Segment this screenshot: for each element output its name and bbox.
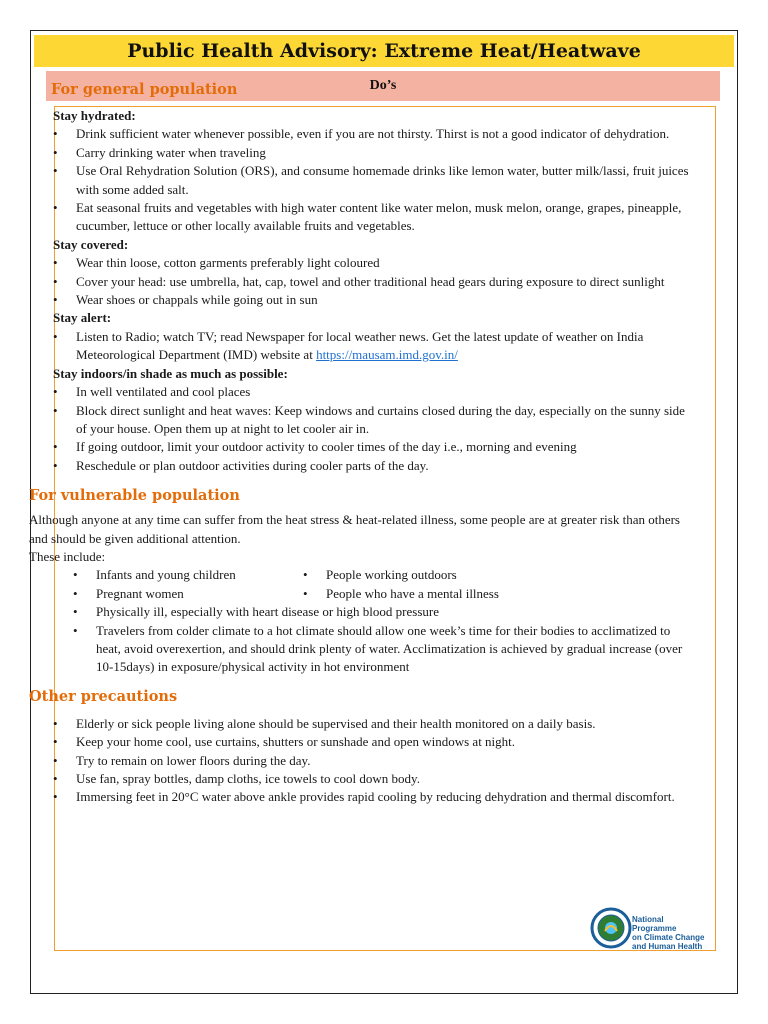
nppchh-logo (590, 907, 705, 957)
list-item: • Elderly or sick people living alone should be supervised and their health monitored on a daily basis. (51, 715, 691, 733)
list-item: • Use Oral Rehydration Solution (ORS), and consume homemade drinks like lemon water, butter milk/lassi, fruit juices with some added salt. (51, 162, 691, 199)
list-item: • Reschedule or plan outdoor activities during cooler parts of the day. (51, 457, 691, 475)
these-include-label: These include: (29, 548, 106, 564)
list-item: • Try to remain on lower floors during the day. (51, 752, 691, 770)
list-item: • People who have a mental illness (301, 585, 499, 603)
other-precautions-list (51, 715, 691, 807)
list-item: • Eat seasonal fruits and vegetables with high water content like water melon, musk melon, orange, grapes, pineapple, cucumber, lettuce or other locally available fruits and vegetables. (51, 199, 691, 236)
vulnerable-intro: Although anyone at any time can suffer from the heat stress & heat-related illness, some people are at greater risk than others and should be given additional attention. (29, 512, 680, 546)
advisory-content (29, 80, 691, 807)
list-item: • Immersing feet in 20°C water above ankle provides rapid cooling by reducing dehydration and thermal discomfort. (51, 788, 691, 806)
imd-website-link[interactable]: https://mausam.imd.gov.in/ (316, 347, 458, 363)
vulnerable-row (51, 566, 691, 584)
list-item: • Travelers from colder climate to a hot climate should allow one week’s time for their bodies to acclimatized to heat, avoid overexertion, and should drink plenty of water. Acclimatization is achieved by gradual increase (over 10-15days) in exposure/physical activity in hot environment (51, 622, 691, 677)
list-item: • Drink sufficient water whenever possible, even if you are not thirsty. Thirst is not a good indicator of dehydration. (51, 125, 691, 143)
logo-line: and Human Health (632, 942, 703, 951)
indoors-list (51, 383, 691, 475)
vulnerable-row (51, 585, 691, 603)
stay-covered-heading: Stay covered: (53, 236, 129, 252)
emblem-icon (590, 907, 632, 949)
dos-header: Do’s (46, 71, 720, 101)
list-item: • In well ventilated and cool places (51, 383, 691, 401)
page-title: Public Health Advisory: Extreme Heat/Heatwave (34, 35, 734, 67)
list-item: • If going outdoor, limit your outdoor activity to cooler times of the day i.e., morning and evening (51, 438, 691, 456)
hydrated-list (51, 125, 691, 235)
list-item: • Physically ill, especially with heart disease or high blood pressure (51, 603, 691, 621)
list-item: • Keep your home cool, use curtains, shutters or sunshade and open windows at night. (51, 733, 691, 751)
stay-hydrated-heading: Stay hydrated: (53, 108, 136, 123)
list-item: • Wear thin loose, cotton garments preferably light coloured (51, 254, 691, 272)
logo-line: on Climate Change (632, 933, 705, 942)
stay-indoors-heading: Stay indoors/in shade as much as possible: (53, 365, 288, 381)
vulnerable-list (51, 603, 691, 677)
list-item: • Carry drinking water when traveling (51, 144, 691, 162)
other-precautions-heading: Other precautions (29, 687, 178, 705)
list-item: • People working outdoors (301, 566, 457, 584)
list-item: • Use fan, spray bottles, damp cloths, ice towels to cool down body. (51, 770, 691, 788)
alert-text: Listen to Radio; watch TV; read Newspaper for local weather news. Get the latest update of weather on India Meteorological Department (IMD) website at (76, 328, 644, 363)
logo-label (632, 915, 707, 951)
list-item (51, 328, 691, 365)
alert-list (51, 328, 691, 365)
list-item: • Cover your head: use umbrella, hat, cap, towel and other traditional head gears during exposure to direct sunlight (51, 273, 691, 291)
covered-list (51, 254, 691, 309)
logo-line: National Programme (632, 915, 677, 933)
list-item: • Infants and young children (51, 566, 301, 584)
vulnerable-population-heading: For vulnerable population (29, 487, 240, 505)
general-population-heading: For general population (51, 81, 238, 98)
list-item: • Pregnant women (51, 585, 301, 603)
stay-alert-heading: Stay alert: (53, 310, 112, 326)
list-item: • Wear shoes or chappals while going out in sun (51, 291, 691, 309)
list-item: • Block direct sunlight and heat waves: Keep windows and curtains closed during the day, especially on the sunny side of your house. Open them up at night to let cooler air in. (51, 402, 691, 439)
